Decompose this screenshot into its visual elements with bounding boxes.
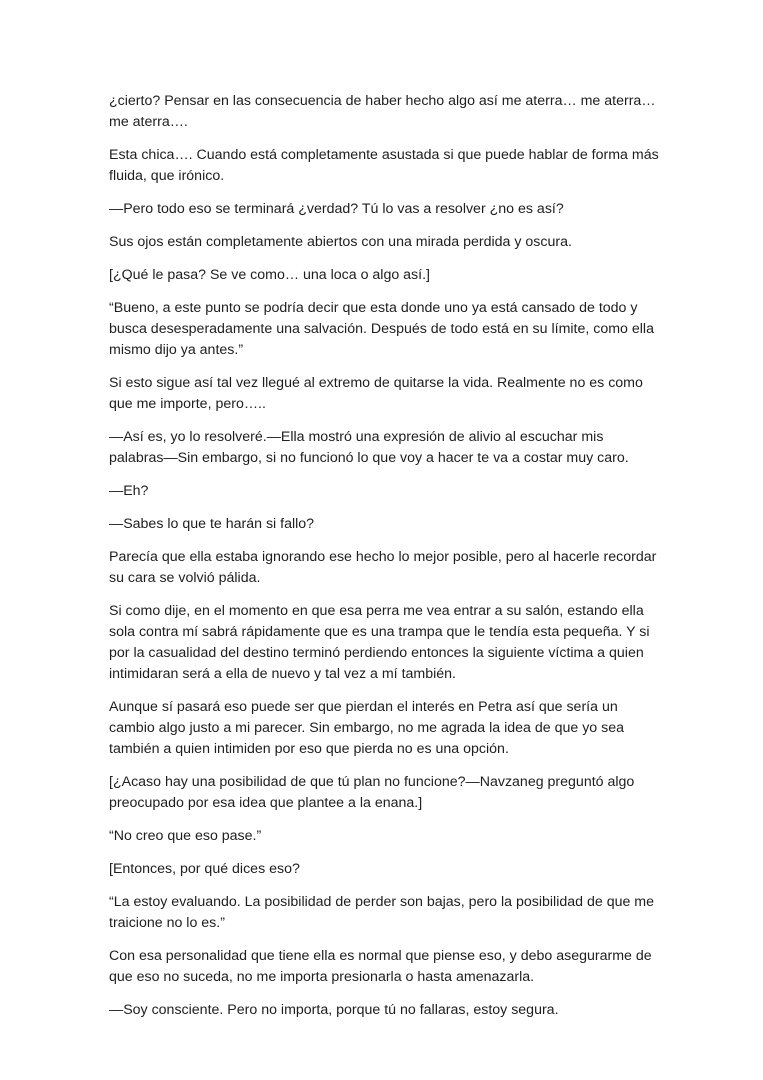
paragraph: —Pero todo eso se terminará ¿verdad? Tú lo vas a resolver ¿no es así?: [109, 201, 564, 217]
paragraph: Esta chica…. Cuando está completamente asustada si que puede hablar de forma más fluida, que irónico.: [109, 147, 659, 184]
paragraph: [¿Acaso hay una posibilidad de que tú plan no funcione?—Navzaneg preguntó algo preocupado por esa idea que plantee a la enana.]: [109, 774, 635, 811]
paragraph: “Bueno, a este punto se podría decir que esta donde uno ya está cansado de todo y busca desesperadamente una salvación. Después de todo está en su límite, como ella mismo dijo ya antes.”: [109, 300, 654, 358]
paragraph: Aunque sí pasará eso puede ser que pierdan el interés en Petra así que sería un cambio algo justo a mi parecer. Sin embargo, no me agrada la idea de que yo sea también a quien intimiden por eso que pierda no es una opción.: [109, 699, 625, 757]
paragraph: “La estoy evaluando. La posibilidad de perder son bajas, pero la posibilidad de que me traicione no lo es.”: [109, 894, 655, 931]
paragraph: [Entonces, por qué dices eso?: [109, 861, 300, 877]
paragraph: [¿Qué le pasa? Se ve como… una loca o algo así.]: [109, 267, 430, 283]
paragraph: Si como dije, en el momento en que esa perra me vea entrar a su salón, estando ella sola contra mí sabrá rápidamente que es una trampa que le tendía esta pequeña. Y si por la casualidad del destino terminó perdiendo entonces la siguiente víctima a quien intimidaran será a ella de nuevo y tal vez a mí también.: [109, 603, 650, 682]
paragraph: “No creo que eso pase.”: [109, 828, 262, 844]
paragraph: —Eh?: [109, 483, 149, 499]
paragraph: Sus ojos están completamente abiertos con una mirada perdida y oscura.: [109, 234, 572, 250]
paragraph: —Soy consciente. Pero no importa, porque tú no fallaras, estoy segura.: [109, 1002, 559, 1018]
document-body: [109, 91, 659, 1033]
paragraph: —Sabes lo que te harán si fallo?: [109, 516, 315, 532]
paragraph: Parecía que ella estaba ignorando ese hecho lo mejor posible, pero al hacerle recordar su cara se volvió pálida.: [109, 549, 657, 586]
paragraph: Si esto sigue así tal vez llegué al extremo de quitarse la vida. Realmente no es como que me importe, pero…..: [109, 375, 643, 412]
paragraph: Con esa personalidad que tiene ella es normal que piense eso, y debo asegurarme de que eso no suceda, no me importa presionarla o hasta amenazarla.: [109, 948, 652, 985]
paragraph: ¿cierto? Pensar en las consecuencia de haber hecho algo así me aterra… me aterra… me aterra….: [109, 93, 656, 130]
paragraph: —Así es, yo lo resolveré.—Ella mostró una expresión de alivio al escuchar mis palabras—Sin embargo, si no funcionó lo que voy a hacer te va a costar muy caro.: [109, 429, 629, 466]
